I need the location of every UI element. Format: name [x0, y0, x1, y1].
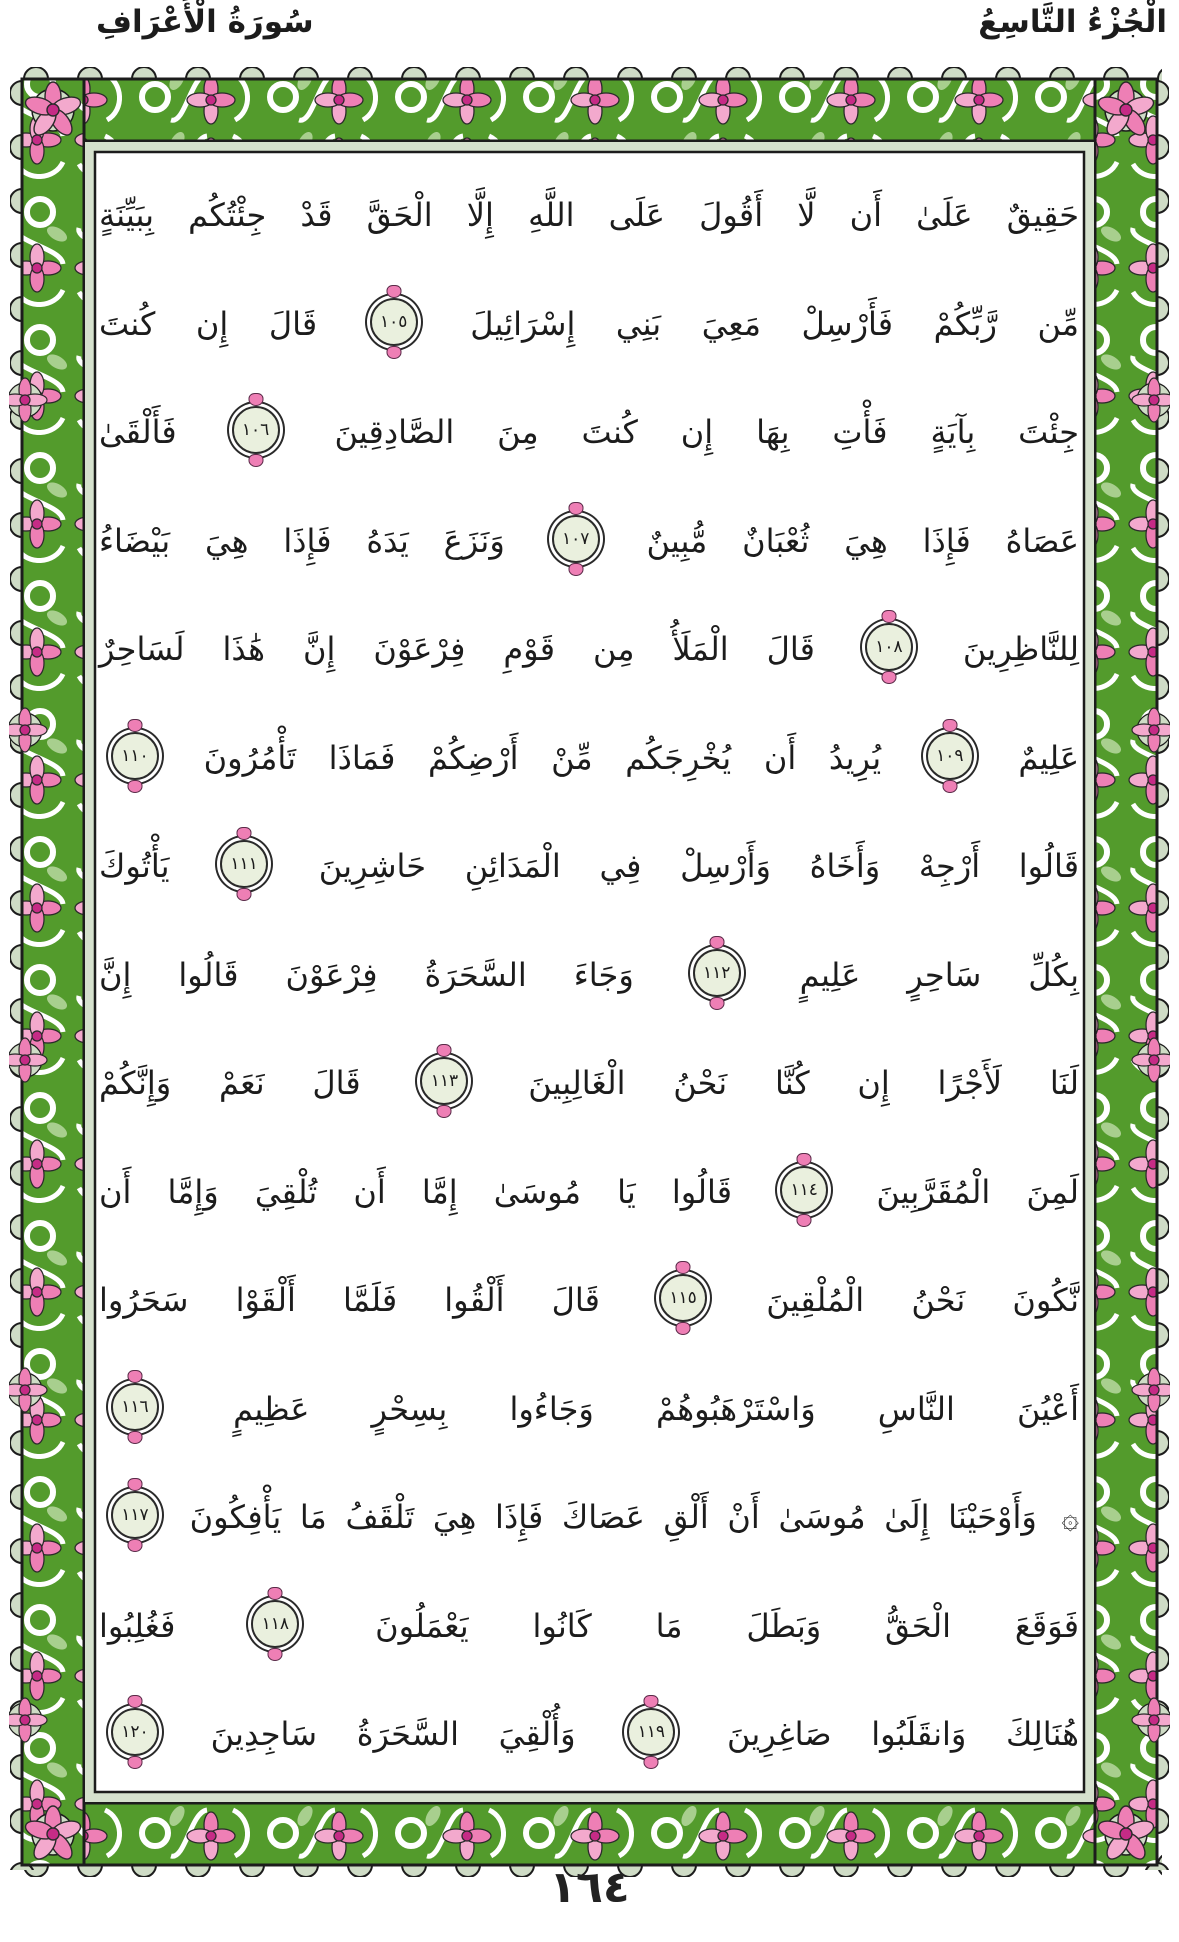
quran-text-run: مِّن رَّبِّكُمْ فَأَرْسِلْ مَعِيَ بَنِي إِسْرَائِيلَ — [470, 304, 1080, 343]
quran-line — [99, 270, 1079, 379]
quran-line — [99, 921, 1079, 1030]
ayah-end-marker: ١١٦ — [111, 1383, 159, 1431]
quran-text-run: يَأْتُوكَ — [99, 847, 170, 885]
page-number: ١٦٤ — [549, 1862, 630, 1913]
ayah-end-marker: ١١٤ — [780, 1166, 828, 1214]
quran-text-run: فَغُلِبُوا — [99, 1606, 176, 1645]
ayah-end-marker: ١٠٥ — [370, 298, 418, 346]
ayah-end-marker: ١١٠ — [111, 732, 159, 780]
quran-text-run: قَالَ نَعَمْ وَإِنَّكُمْ — [99, 1064, 361, 1102]
quran-text-run: نَّكُونَ نَحْنُ الْمُلْقِينَ — [766, 1281, 1079, 1319]
quran-line — [99, 1463, 1079, 1572]
quran-text-run: جِئْتَ بِآيَةٍ فَأْتِ بِهَا إِن كُنتَ مِنَ الصَّادِقِينَ — [334, 413, 1080, 451]
quran-text-run: عَصَاهُ فَإِذَا هِيَ ثُعْبَانٌ مُّبِينٌ — [646, 521, 1080, 560]
quran-line — [99, 1246, 1079, 1355]
ayah-end-marker: ١٠٨ — [865, 623, 913, 671]
quran-text-run: وَأَوْحَيْنَا إِلَىٰ مُوسَىٰ أَنْ أَلْقِ عَصَاكَ فَإِذَا هِيَ تَلْقَفُ مَا يَأْفِكُونَ — [189, 1498, 1037, 1536]
quran-text-run: قَالَ الْمَلَأُ مِن قَوْمِ فِرْعَوْنَ إِنَّ هَٰذَا لَسَاحِرٌ — [99, 630, 815, 668]
quran-text-run: قَالَ أَلْقُوا فَلَمَّا أَلْقَوْا سَحَرُوا — [99, 1281, 600, 1319]
quran-text-run: وَأُلْقِيَ السَّحَرَةُ سَاجِدِينَ — [210, 1715, 576, 1753]
quran-text-run: عَلِيمٌ — [1018, 738, 1080, 777]
quran-line — [99, 595, 1079, 704]
quran-text-run: هُنَالِكَ وَانقَلَبُوا صَاغِرِينَ — [726, 1715, 1080, 1753]
quran-text-run: يُرِيدُ أَن يُخْرِجَكُم مِّنْ أَرْضِكُمْ فَمَاذَا تَأْمُرُونَ — [203, 738, 882, 777]
quran-text-run: قَالُوا يَا مُوسَىٰ إِمَّا أَن تُلْقِيَ وَإِمَّا أَن — [99, 1172, 733, 1211]
quran-text-run: فَأَلْقَىٰ — [99, 413, 177, 451]
ayah-end-marker: ١١٧ — [111, 1491, 159, 1539]
quran-line — [99, 1138, 1079, 1247]
ayah-end-marker: ١١١ — [220, 840, 268, 888]
quran-line — [99, 487, 1079, 596]
ayah-end-marker: ١١٨ — [251, 1600, 299, 1648]
ayah-end-marker: ١١٢ — [693, 949, 741, 997]
ayah-end-marker: ١٠٦ — [232, 406, 280, 454]
quran-text-run: فَوَقَعَ الْحَقُّ وَبَطَلَ مَا كَانُوا يَعْمَلُونَ — [375, 1606, 1080, 1645]
ayah-end-marker: ١١٣ — [420, 1057, 468, 1105]
juz-title: الْجُزْءُ التَّاسِعُ — [978, 4, 1167, 40]
quran-line — [99, 161, 1079, 270]
quran-line — [99, 1355, 1079, 1464]
quran-text-run: قَالُوا أَرْجِهْ وَأَخَاهُ وَأَرْسِلْ فِي الْمَدَائِنِ حَاشِرِينَ — [318, 847, 1080, 885]
quran-line — [99, 1572, 1079, 1681]
ayah-end-marker: ١٠٧ — [552, 515, 600, 563]
quran-text-run: أَعْيُنَ النَّاسِ وَاسْتَرْهَبُوهُمْ وَجَاءُوا بِسِحْرٍ عَظِيمٍ — [233, 1389, 1079, 1428]
quran-text-block — [99, 161, 1079, 1789]
quran-text-run: قَالَ إِن كُنتَ — [99, 304, 318, 343]
quran-text-run: بِكُلِّ سَاحِرٍ عَلِيمٍ — [799, 955, 1080, 994]
quran-line — [99, 704, 1079, 813]
quran-line — [99, 812, 1079, 921]
ayah-end-marker: ١٠٩ — [926, 732, 974, 780]
ayah-end-marker: ١٢٠ — [111, 1708, 159, 1756]
quran-line — [99, 378, 1079, 487]
quran-text-run: حَقِيقٌ عَلَىٰ أَن لَّا أَقُولَ عَلَى اللَّهِ إِلَّا الْحَقَّ قَدْ جِئْتُكُم بِبَيِّنَةٍ — [99, 196, 1079, 234]
surah-title: سُورَةُ الْأَعْرَافِ — [96, 4, 314, 40]
quran-text-run: وَجَاءَ السَّحَرَةُ فِرْعَوْنَ قَالُوا إِنَّ — [99, 955, 634, 994]
ayah-end-marker: ١١٩ — [627, 1708, 675, 1756]
quran-text-run: لَمِنَ الْمُقَرَّبِينَ — [876, 1172, 1080, 1211]
rub-el-hizb-marker: ۞ — [1061, 1500, 1080, 1536]
quran-text-run: لِلنَّاظِرِينَ — [962, 630, 1080, 668]
ayah-end-marker: ١١٥ — [659, 1274, 707, 1322]
quran-line — [99, 1029, 1079, 1138]
quran-text-run: لَنَا لَأَجْرًا إِن كُنَّا نَحْنُ الْغَالِبِينَ — [528, 1064, 1080, 1102]
quran-text-run: وَنَزَعَ يَدَهُ فَإِذَا هِيَ بَيْضَاءُ — [99, 521, 505, 560]
quran-line — [99, 1680, 1079, 1789]
